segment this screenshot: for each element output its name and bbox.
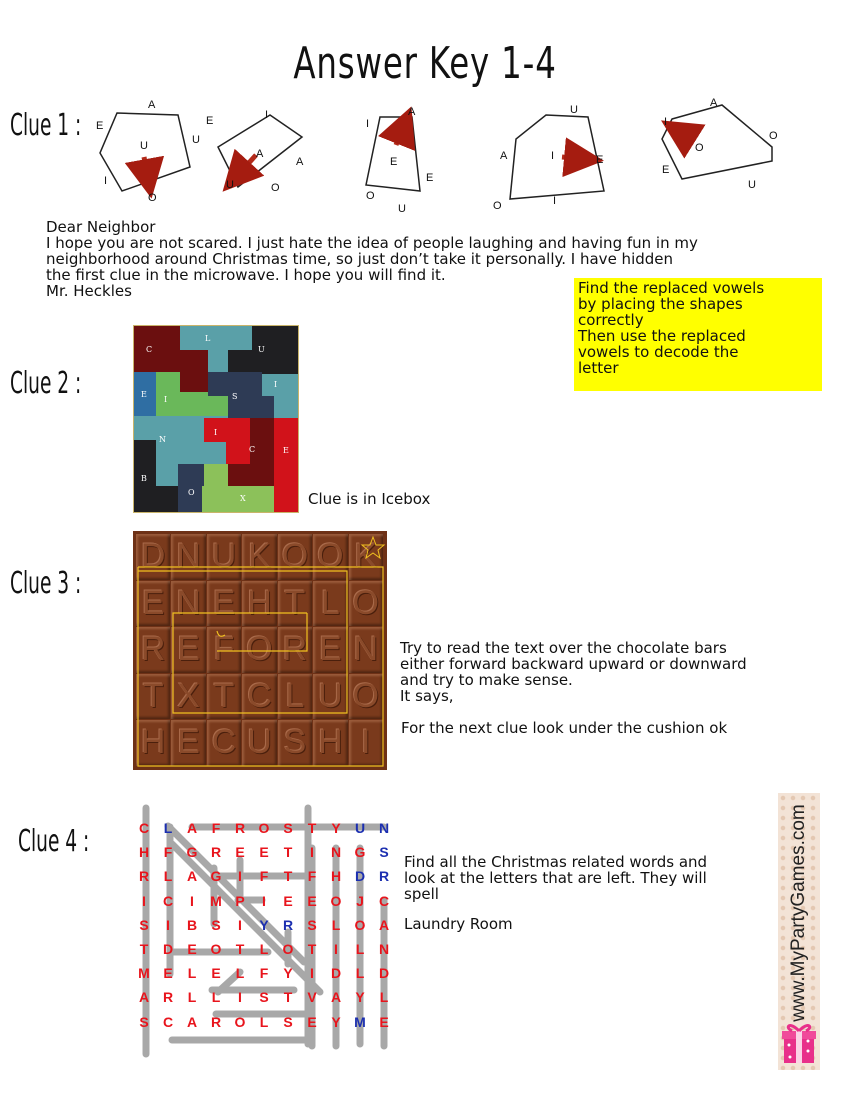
word-search-letter: I <box>166 916 170 933</box>
word-search-letter: E <box>307 892 317 909</box>
chocolate-letter: C <box>242 674 276 720</box>
word-search-letter: S <box>139 1013 149 1030</box>
clue-4-label: Clue 4 : <box>18 824 90 859</box>
word-search-letter: T <box>307 820 317 836</box>
word-search-letter: T <box>139 941 149 957</box>
word-search-letter: I <box>238 868 242 885</box>
clue-3-label: Clue 3 : <box>10 566 82 601</box>
word-search-letter: N <box>378 941 390 957</box>
instruction-line: Find all the Christmas related words and <box>404 853 708 871</box>
word-search-letter: O <box>282 941 294 957</box>
tile-letter: C <box>249 445 256 454</box>
word-search-letter: L <box>187 989 197 1006</box>
instruction-line: either forward backward upward or downward <box>400 655 747 673</box>
word-search-letter: L <box>259 941 269 957</box>
word-search-letter: G <box>186 844 198 861</box>
chocolate-letter: R <box>278 627 312 673</box>
page-title: Answer Key 1-4 <box>293 38 557 89</box>
vowel-shape-3 <box>366 117 420 191</box>
word-search-letter: P <box>235 892 245 909</box>
word-search-letter: T <box>235 941 245 957</box>
word-search-letter: I <box>262 892 266 909</box>
letter-line: I hope you are not scared. I just hate the idea of people laughing and having fun in my <box>46 234 698 252</box>
chocolate-letter: U <box>313 674 347 720</box>
word-search-letter: H <box>138 844 150 861</box>
word-search-letter: S <box>283 1013 293 1030</box>
word-search-letter: R <box>234 820 246 836</box>
instruction-line: spell <box>404 885 439 903</box>
word-search-letter: C <box>138 820 150 836</box>
word-search-letter: F <box>307 868 317 885</box>
clue-1-shapes <box>90 95 810 220</box>
word-search-letter: A <box>330 989 342 1006</box>
word-search-letter: O <box>354 916 366 933</box>
shape-4-label: I <box>551 150 555 162</box>
tile-letter: N <box>159 435 166 444</box>
chocolate-letter: O <box>242 627 276 673</box>
chocolate-letter: K <box>242 534 276 580</box>
clue-3-instructions <box>400 640 747 704</box>
word-search-letter: S <box>307 916 317 933</box>
chocolate-letter: I <box>349 720 383 766</box>
word-search-letter: I <box>310 844 314 861</box>
word-search-letter: Y <box>355 989 365 1006</box>
word-search-letter: T <box>307 941 317 957</box>
shape-4-label: O <box>493 200 502 212</box>
word-search-letter: S <box>259 989 269 1006</box>
word-search-letter: V <box>307 989 317 1006</box>
word-search-letter: S <box>211 916 221 933</box>
hint-line: vowels to decode the <box>578 343 739 361</box>
chocolate-letter: X <box>171 674 205 720</box>
chocolate-letter: O <box>278 534 312 580</box>
shape-1-label: U <box>192 134 200 146</box>
hint-line: by placing the shapes <box>578 295 743 313</box>
tile-letter: L <box>205 334 211 343</box>
shape-3-label: O <box>366 190 375 202</box>
word-search-letter: R <box>210 844 222 861</box>
chocolate-letter: C <box>207 720 241 766</box>
word-search-letter: G <box>210 868 222 885</box>
word-search-letter: C <box>162 1013 174 1030</box>
word-search-letter: U <box>354 820 366 836</box>
tile-letter: I <box>164 395 168 404</box>
word-search-letter: D <box>162 941 174 957</box>
shape-4-label: A <box>500 150 508 162</box>
letter-line: neighborhood around Christmas time, so just don’t take it personally. I have hidden <box>46 250 674 268</box>
word-search-letter: R <box>210 1013 222 1030</box>
instruction-line: It says, <box>400 687 454 705</box>
word-search-letter: O <box>234 1013 246 1030</box>
word-search-letter: A <box>378 916 390 933</box>
word-search-letter: T <box>283 989 293 1006</box>
word-search-letter: L <box>355 965 365 982</box>
chocolate-letter: D <box>136 534 170 580</box>
shape-1-label: A <box>148 99 156 111</box>
word-search-letter: M <box>354 1013 366 1030</box>
chocolate-letter: H <box>313 720 347 766</box>
shape-2-label: A <box>296 156 304 168</box>
vowel-shape-4 <box>510 115 604 199</box>
clue-1-label: Clue 1 : <box>10 108 82 143</box>
chocolate-letter: O <box>349 581 383 627</box>
chocolate-letter: N <box>349 627 383 673</box>
chocolate-letter: L <box>278 674 312 720</box>
word-search-letter: B <box>186 916 198 933</box>
word-search-letter: F <box>259 868 269 885</box>
shape-1-label: U <box>140 140 148 152</box>
shape-2-label: I <box>265 109 269 121</box>
brand-strip <box>778 793 820 1070</box>
chocolate-letter: H <box>136 720 170 766</box>
chocolate-letter: E <box>171 720 205 766</box>
word-search-letter: O <box>258 820 270 836</box>
word-search-letter: S <box>139 916 149 933</box>
word-search-letter: L <box>163 820 173 836</box>
hint-line: letter <box>578 359 619 377</box>
word-search-letter: M <box>138 965 150 982</box>
tile-letter: X <box>240 494 246 503</box>
word-search-letter: L <box>163 868 173 885</box>
shape-3-label: E <box>390 156 398 168</box>
word-search-letter: I <box>334 941 338 957</box>
shape-3-label: A <box>408 106 416 118</box>
instruction-line: Try to read the text over the chocolate bars <box>400 639 727 657</box>
word-search-letter: I <box>142 892 146 909</box>
letter-greeting: Dear Neighbor <box>46 218 156 236</box>
word-search-letter: G <box>354 844 366 861</box>
chocolate-letter: O <box>349 674 383 720</box>
word-search-letter: I <box>190 892 194 909</box>
word-search-letter: Y <box>331 820 341 836</box>
clue-4-answer: Laundry Room <box>404 915 513 933</box>
tile-letter: O <box>188 488 195 497</box>
tile-letter: C <box>146 345 153 354</box>
chocolate-letter: K <box>349 534 383 580</box>
word-search-letter: F <box>211 820 221 836</box>
chocolate-letter: U <box>207 534 241 580</box>
hint-line: Find the replaced vowels <box>578 279 765 297</box>
tile-letter: S <box>232 392 238 401</box>
word-search-letter: Y <box>331 1013 341 1030</box>
shape-2-label: U <box>226 179 234 191</box>
shape-1-label: O <box>148 192 157 204</box>
tile-letter: I <box>214 428 218 437</box>
word-search-letter: E <box>235 844 245 861</box>
hint-line: Then use the replaced <box>578 327 746 345</box>
word-search-letter: S <box>283 820 293 836</box>
word-search-letter: D <box>330 965 342 982</box>
word-search-letter: I <box>238 989 242 1006</box>
word-search-letter: E <box>211 965 221 982</box>
chocolate-letter: N <box>171 534 205 580</box>
chocolate-letter: E <box>207 581 241 627</box>
shape-2-label: A <box>256 148 264 160</box>
word-search-letter: R <box>378 868 390 885</box>
clue-2-label: Clue 2 : <box>10 366 82 401</box>
chocolate-letter: N <box>171 581 205 627</box>
shape-2-label: E <box>206 115 214 127</box>
word-search-letter: J <box>356 892 364 909</box>
shape-5-label: O <box>769 130 778 142</box>
chocolate-letter: T <box>136 674 170 720</box>
tile-letter: I <box>274 380 278 389</box>
word-search-letter: F <box>259 965 269 982</box>
word-search-letter: Y <box>283 965 293 982</box>
chocolate-letter: T <box>278 581 312 627</box>
tile-letter: B <box>141 474 147 483</box>
word-search-letter: E <box>187 941 197 957</box>
chocolate-letter: E <box>136 581 170 627</box>
instruction-line: and try to make sense. <box>400 671 573 689</box>
shape-5-label: U <box>748 179 756 191</box>
path-overlay <box>133 531 387 770</box>
word-search-letter: M <box>210 892 222 909</box>
tile-letter: U <box>258 345 265 354</box>
clue-3-answer: For the next clue look under the cushion ok <box>401 719 728 737</box>
word-search-letter: L <box>187 965 197 982</box>
word-search-letter: H <box>330 868 342 885</box>
shape-5-label: A <box>710 97 718 109</box>
word-search-letter: R <box>162 989 174 1006</box>
shape-3-label: U <box>398 203 406 215</box>
instruction-line: look at the letters that are left. They will <box>404 869 707 887</box>
word-search-letter: A <box>186 1013 198 1030</box>
shape-3-label: I <box>366 118 370 130</box>
tetromino-puzzle <box>133 325 299 513</box>
chocolate-letter: E <box>171 627 205 673</box>
word-search-letter: I <box>310 965 314 982</box>
word-search-letter: N <box>378 820 390 836</box>
hint-box <box>574 278 822 391</box>
word-search-letter: A <box>138 989 150 1006</box>
word-search-letter: O <box>210 941 222 957</box>
clue-4-instructions <box>404 854 707 902</box>
hint-line: correctly <box>578 311 644 329</box>
word-search-letter: R <box>282 916 294 933</box>
word-search-letter: I <box>238 916 242 933</box>
word-search-letter: E <box>283 892 293 909</box>
word-search-letter: Y <box>259 916 269 933</box>
word-search-letter: L <box>331 916 341 933</box>
word-search-letter: T <box>283 868 293 885</box>
word-search-letter: L <box>211 989 221 1006</box>
word-search-letter: D <box>378 965 390 982</box>
shape-4-label: E <box>596 154 604 166</box>
shape-4-label: U <box>570 104 578 116</box>
word-search-letter: S <box>379 844 389 861</box>
shape-4-label: I <box>553 195 557 207</box>
word-search-letter: L <box>379 989 389 1006</box>
chocolate-bar <box>133 531 387 770</box>
word-search-letter: O <box>330 892 342 909</box>
chocolate-letter: S <box>278 720 312 766</box>
letter-line: the first clue in the microwave. I hope you will find it. <box>46 266 446 284</box>
word-search <box>132 804 397 1060</box>
word-search-letter: D <box>354 868 366 885</box>
shape-1-label: E <box>96 120 104 132</box>
chocolate-letter: T <box>207 674 241 720</box>
word-search-letter: R <box>138 868 150 885</box>
word-search-letter: L <box>355 941 365 957</box>
word-search-letter: T <box>283 844 293 861</box>
word-search-letter: E <box>307 1013 317 1030</box>
chocolate-letter: U <box>242 720 276 766</box>
word-search-letter: A <box>186 820 198 836</box>
shape-2-label: O <box>271 182 280 194</box>
chocolate-letter: O <box>313 534 347 580</box>
word-search-letter: E <box>163 965 173 982</box>
vowel-shape-5 <box>662 105 772 179</box>
word-search-letter: L <box>235 965 245 982</box>
chocolate-letter: F <box>207 627 241 673</box>
chocolate-letter: E <box>313 627 347 673</box>
shape-3-label: E <box>426 172 434 184</box>
shape-1-label: I <box>104 175 108 187</box>
letter-signature: Mr. Heckles <box>46 282 132 300</box>
tile-letter: E <box>141 390 147 399</box>
shape-5-label: I <box>664 116 668 128</box>
word-search-letter: E <box>259 844 269 861</box>
word-search-letter: E <box>379 1013 389 1030</box>
tile-letter: E <box>283 446 289 455</box>
word-search-letter: F <box>163 844 173 861</box>
clue-2-answer: Clue is in Icebox <box>308 490 431 508</box>
word-search-letter: N <box>330 844 342 861</box>
word-search-letter: C <box>162 892 174 909</box>
chocolate-letter: H <box>242 581 276 627</box>
word-search-letter: C <box>378 892 390 909</box>
chocolate-letter: R <box>136 627 170 673</box>
chocolate-letter: L <box>313 581 347 627</box>
word-search-letter: L <box>259 1013 269 1030</box>
gift-icon <box>780 1021 818 1065</box>
shape-5-label: E <box>662 164 670 176</box>
shape-5-label: O <box>695 142 704 154</box>
brand-url: www.MyPartyGames.com <box>788 804 809 1022</box>
vowel-shape-1 <box>100 113 190 191</box>
word-search-letter: A <box>186 868 198 885</box>
